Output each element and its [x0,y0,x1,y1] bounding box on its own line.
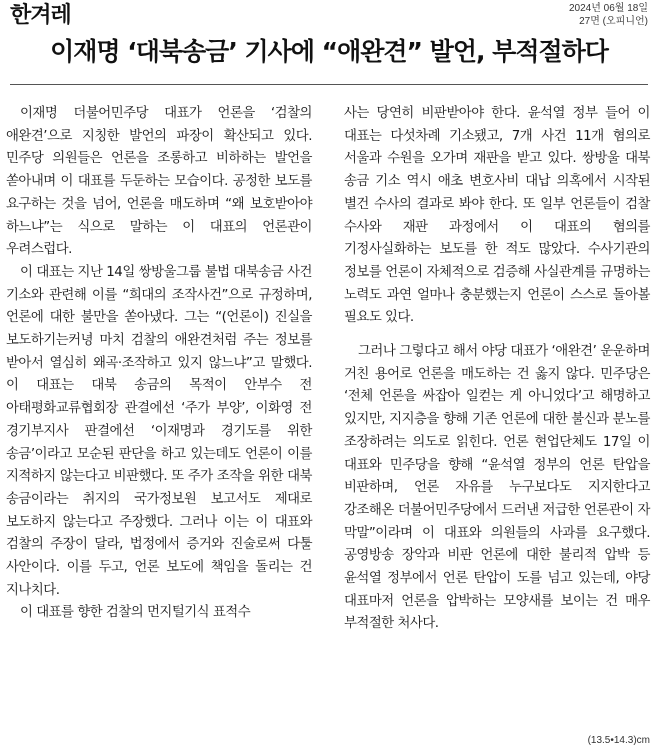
publication-date: 2024년 06월 18일 [568,3,648,14]
paragraph-gap [344,330,650,341]
clipping-size-note: (13.5•14.3)cm [587,735,650,746]
article-paragraph: 이 대표는 지난 14일 쌍방울그룹 불법 대북송금 사건 기소와 관련해 이를 “희대의 조작사건”으로 규정하며, 언론에 대한 불만을 쏟아냈다. 그는 “(언론이) 진실을 보도하기는커녕 마치 검찰의 애완견처럼 주는 정보를 받아서 열심히 왜곡·조작하고 있지 않느냐”고 말했다. 이 대표는 대북 송금의 목적이 안부수 전 아태평화교류협회장 관결에선 ‘주가 부양’, 이화영 전 경기부지사 판결에선 ‘이재명과 경기도를 위한 송금’이라고 모순된 판단을 하고 있는데도 언론이 이를 지적하지 않는다고 비판했다. 또 주가 조작을 위한 대북 송금이라는 취지의 국가정보원 보고서도 제대로 보도하지 않는다고 주장했다. 그러나 이는 이 대표와 검찰의 주장이 달라, 법정에서 증거와 진술로써 다툴 사안이다. 이를 두고, 언론 보도에 책임을 돌리는 건 지나치다. [6,264,312,598]
article-paragraph: 사는 당연히 비판받아야 한다. 윤석열 정부 들어 이 대표는 다섯차례 기소됐고, 7개 사건 11개 혐의로 서울과 수원을 오가며 재판을 받고 있다. 쌍방울 대북 송금 기소 역시 애초 변호사비 대납 의혹에서 시작된 별건 수사의 결과로 봐야 한다. 또 일부 언론들이 검찰 수사와 재판 과정에서 이 대표의 혐의를 기정사실화하는 보도를 한 적도 많았다. 수사기관의 정보를 언론이 자체적으로 검증해 사실관계를 규명하는 노력도 과연 얼마나 충분했는지 언론이 스스로 돌아볼 필요도 있다. [344,106,650,326]
article-column-right [344,103,650,636]
article-paragraph: 그러나 그렇다고 해서 야당 대표가 ‘애완견’ 운운하며 거친 용어로 언론을 매도하는 건 옳지 않다. 민주당은 ‘전체 언론을 싸잡아 일컫는 게 아니었다’고 해명하고 있지만, 지지층을 향해 기존 언론에 대한 불신과 분노를 조장하려는 의도로 읽힌다. 언론 현업단체도 17일 이 대표와 민주당을 향해 “윤석열 정부의 언론 탄압을 비판하며, 언론 자유를 누구보다도 지지한다고 강조해온 더불어민주당에서 드러낸 저급한 언론관이 자 막말”이라며 이 대표와 의원들의 사과를 요구했다. 공영방송 장악과 비판 언론에 대한 불리적 압박 등 윤석열 정부에서 언론 탄압이 도를 넘고 있는데, 야당 대표마저 언론을 압박하는 모양새를 보이는 건 매우 부적절한 처사다. [344,344,650,632]
article-paragraph: 이재명 더불어민주당 대표가 언론을 ‘검찰의 애완견’으로 지칭한 발언의 파장이 확산되고 있다. 민주당 의원들은 언론을 조롱하고 비하하는 발언을 쏟아내며 이 대표를 두둔하는 모습이다. 공정한 보도를 요구하는 것을 넘어, 언론을 매도하며 “왜 보호받아야 하느냐”는 식으로 말하는 이 대표의 언론관이 우려스럽다. [6,106,312,258]
article-headline: 이재명 ‘대북송금’ 기사에 “애완견” 발언, 부적절하다 [50,37,608,66]
publication-meta [569,2,648,28]
masthead [10,2,71,32]
newspaper-logo: 한겨레 [10,3,71,28]
page-section: 27면 (오피니언) [579,16,648,27]
article-column-left [6,103,312,625]
headline-divider [10,84,648,85]
article-paragraph: 이 대표를 향한 검찰의 먼지털기식 표적수 [20,605,251,621]
